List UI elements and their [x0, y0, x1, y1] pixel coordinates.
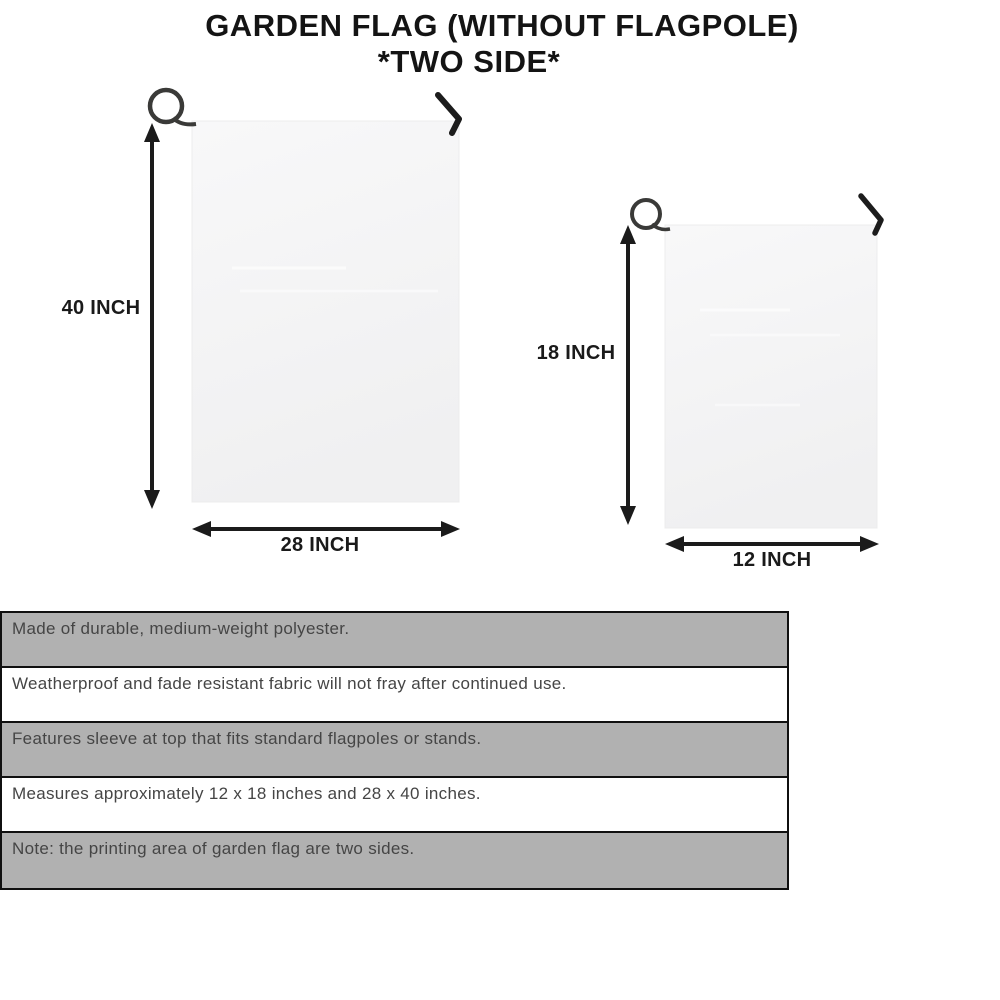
- small-flag-height-label: 18 INCH: [536, 342, 616, 364]
- feature-row-weatherproof: Weatherproof and fade resistant fabric will not fray after continued use.: [2, 668, 787, 723]
- feature-row-material: Made of durable, medium-weight polyester.: [2, 613, 787, 668]
- small-flag-height-arrow: [620, 225, 636, 525]
- large-flag-fabric: [192, 121, 459, 502]
- small-flag-fabric: [665, 225, 877, 528]
- feature-row-measures: Measures approximately 12 x 18 inches and 28 x 40 inches.: [2, 778, 787, 833]
- feature-table: [0, 611, 789, 890]
- feature-row-note: Note: the printing area of garden flag are two sides.: [2, 833, 787, 888]
- title-line-2: *TWO SIDE*: [377, 44, 561, 79]
- feature-row-sleeve: Features sleeve at top that fits standard flagpoles or stands.: [2, 723, 787, 778]
- large-flag-height-label: 40 INCH: [61, 297, 141, 319]
- small-flag-width-label: 12 INCH: [732, 549, 812, 571]
- large-flag-width-label: 28 INCH: [280, 534, 360, 556]
- large-flag-pole-loop: [150, 90, 182, 122]
- small-flag-group: [620, 196, 881, 608]
- title-line-1: GARDEN FLAG (WITHOUT FLAGPOLE): [205, 8, 799, 43]
- small-flag-pole-loop: [632, 200, 660, 228]
- large-flag-group: [144, 90, 460, 608]
